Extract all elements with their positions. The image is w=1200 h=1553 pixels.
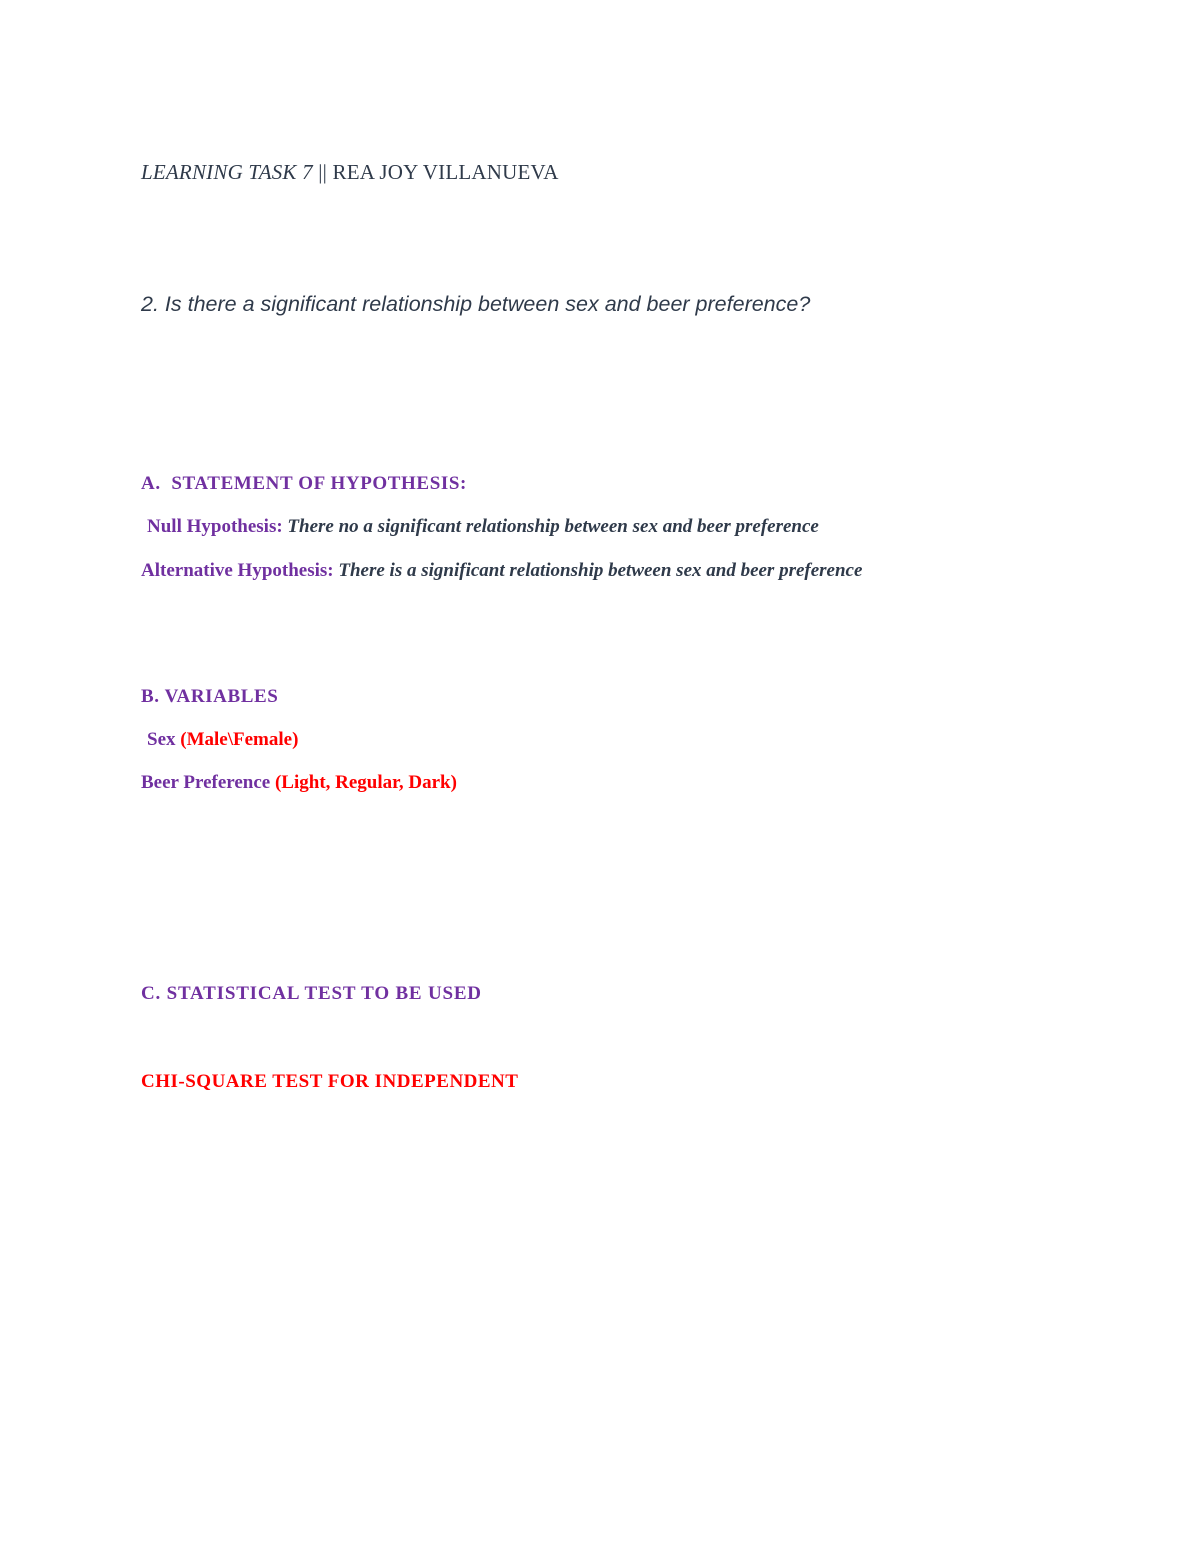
section-a-heading: A. STATEMENT OF HYPOTHESIS: [141,473,467,494]
null-hypothesis-label: Null Hypothesis: [147,516,288,537]
variable-sex [147,729,298,751]
variable-sex-values: (Male\Female) [180,729,299,750]
task-title: LEARNING TASK 7 [141,160,313,184]
document-header [141,160,559,185]
section-b-heading: B. VARIABLES [141,686,279,707]
statistical-test-name: CHI-SQUARE TEST FOR INDEPENDENT [141,1071,519,1092]
variable-beer-preference [141,772,457,794]
variable-beer-values: (Light, Regular, Dark) [274,772,457,793]
null-hypothesis-text: There no a significant relationship between sex and beer preference [287,516,819,537]
section-c-heading: C. STATISTICAL TEST TO BE USED [141,983,482,1004]
variable-sex-name: Sex [147,729,181,750]
research-question: 2. Is there a significant relationship between sex and beer preference? [141,292,811,316]
alternative-hypothesis [141,560,862,582]
alternative-hypothesis-label: Alternative Hypothesis: [141,560,339,581]
variable-beer-name: Beer Preference [141,772,275,793]
alternative-hypothesis-text: There is a significant relationship between sex and beer preference [338,560,863,581]
header-separator: || [312,160,333,184]
null-hypothesis [147,516,819,538]
author-name: REA JOY VILLANUEVA [332,160,559,184]
